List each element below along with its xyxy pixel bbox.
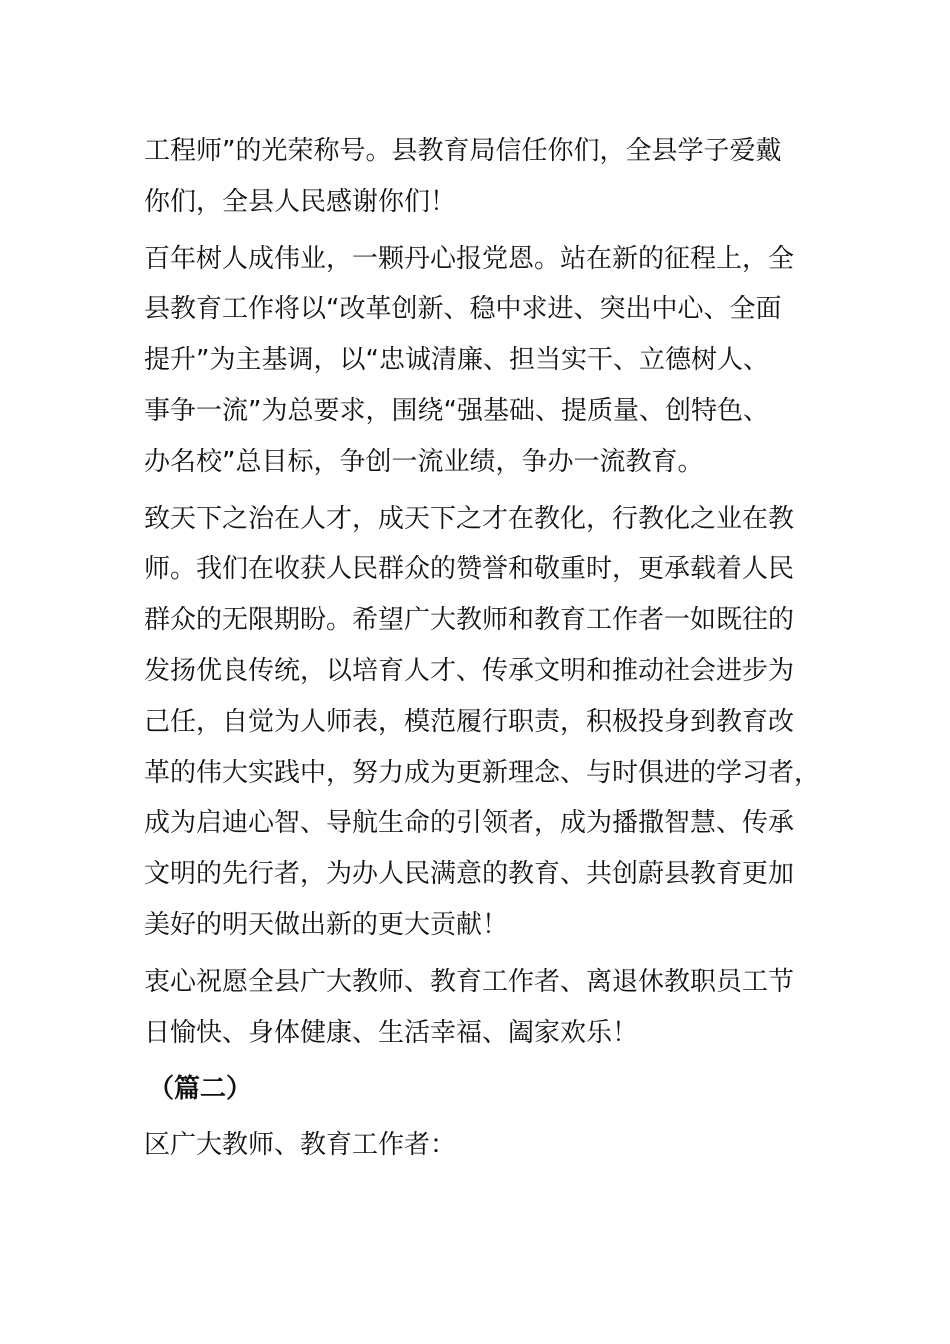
paragraph-4 <box>144 957 806 1059</box>
document-body <box>144 126 821 1177</box>
text-line: 发扬优良传统，以培育人才、传承文明和推动社会进步为 <box>144 655 795 686</box>
text-line: 百年树人成伟业，一颗丹心报党恩。站在新的征程上，全 <box>144 243 795 274</box>
text-line: 文明的先行者，为办人民满意的教育、共创蔚县教育更加 <box>144 859 795 890</box>
text-line: 师。我们在收获人民群众的赞誉和敬重时，更承载着人民 <box>144 554 795 585</box>
section-heading: （篇二） <box>148 1074 253 1105</box>
text-line: 己任，自觉为人师表，模范履行职责，积极投身到教育改 <box>144 706 795 737</box>
paragraph-2 <box>144 234 806 488</box>
text-line: 致天下之治在人才，成天下之才在教化，行教化之业在教 <box>144 503 795 534</box>
text-line: 工程师”的光荣称号。县教育局信任你们，全县学子爱戴 <box>144 136 782 166</box>
paragraph-3 <box>144 494 821 951</box>
paragraph-1 <box>144 126 806 228</box>
text-line: 办名校”总目标，争创一流业绩，争办一流教育。 <box>144 446 704 477</box>
text-line: 县教育工作将以“改革创新、稳中求进、突出中心、全面 <box>144 294 782 325</box>
salutation <box>144 1120 806 1171</box>
text-line: 美好的明天做出新的更大贡献！ <box>144 909 509 940</box>
text-line: 事争一流”为总要求，围绕“强基础、提质量、创特色、 <box>144 395 769 426</box>
text-line: 革的伟大实践中，努力成为更新理念、与时俱进的学习者， <box>144 757 821 788</box>
text-line: 提升”为主基调，以“忠诚清廉、担当实干、立德树人、 <box>144 345 769 376</box>
text-line: 你们，全县人民感谢你们！ <box>144 186 457 217</box>
text-line: 群众的无限期盼。希望广大教师和教育工作者一如既往的 <box>144 605 795 636</box>
text-line: 成为启迪心智、导航生命的引领者，成为播撒智慧、传承 <box>144 808 795 839</box>
text-line: 区广大教师、教育工作者： <box>144 1130 457 1161</box>
text-line: 衷心祝愿全县广大教师、教育工作者、离退休教职员工节 <box>144 966 795 997</box>
text-line: 日愉快、身体健康、生活幸福、阖家欢乐！ <box>144 1017 639 1048</box>
